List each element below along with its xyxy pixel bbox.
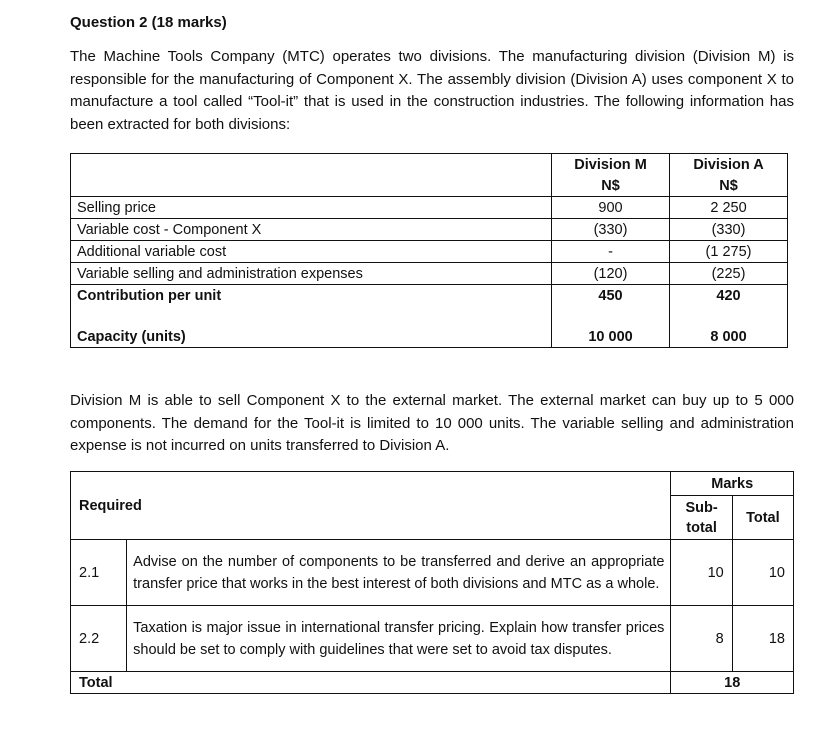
table-row [71,540,794,606]
row-label: Variable selling and administration expenses [71,263,552,285]
subtotal-header: Sub-total [671,496,732,540]
intro-paragraph: The Machine Tools Company (MTC) operates two divisions. The manufacturing division (Division M) is responsible for the manufacturing of Component X. The assembly division (Division A) uses component X to manufacture a tool called “Tool-it” that is used in the construction industries. The following information has been extracted for both divisions: [70,48,794,133]
subtotal-value: 8 [671,606,732,672]
currency-division-m: N$ [552,175,670,197]
total-value: 10 [732,540,793,606]
row-label: Selling price [71,197,552,219]
spacer-cell [670,306,788,326]
table-header-blank [71,175,552,197]
table-row [71,241,788,263]
row-label: Capacity (units) [71,326,552,348]
question-text: Taxation is major issue in international transfer pricing. Explain how transfer prices should be set to comply with guidelines that were set to avoid tax disputes. [127,606,671,672]
row-label: Variable cost - Component X [71,219,552,241]
row-label: Additional variable cost [71,241,552,263]
row-label: Contribution per unit [71,285,552,307]
table-row [71,326,788,348]
total-value: 18 [732,606,793,672]
value-a: (1 275) [670,241,788,263]
value-a: (225) [670,263,788,285]
footer-total-value: 18 [671,672,794,694]
value-a: 2 250 [670,197,788,219]
question-text: Advise on the number of components to be transferred and derive an appropriate transfer price that works in the best interest of both divisions and MTC as a whole. [127,540,671,606]
question-title: Question 2 (18 marks) [70,14,227,31]
value-m: 900 [552,197,670,219]
table-header-blank [71,154,552,176]
subtotal-value: 10 [671,540,732,606]
value-m: 450 [552,285,670,307]
value-m: - [552,241,670,263]
table-row [71,285,788,307]
value-m: (120) [552,263,670,285]
spacer-cell [71,306,552,326]
question-number: 2.1 [71,540,127,606]
spacer-cell [552,306,670,326]
value-a: 8 000 [670,326,788,348]
table-row [71,219,788,241]
value-m: (330) [552,219,670,241]
required-label: Required [71,472,671,540]
value-m: 10 000 [552,326,670,348]
table-row [71,197,788,219]
required-table [70,471,794,694]
marks-header: Marks [671,472,794,496]
value-a: 420 [670,285,788,307]
middle-paragraph: Division M is able to sell Component X to the external market. The external market can buy up to 5 000 components. The demand for the Tool-it is limited to 10 000 units. The variable selling and administration expense is not incurred on units transferred to Division A. [70,392,794,454]
col-header-division-a: Division A [670,154,788,176]
total-header: Total [732,496,793,540]
col-header-division-m: Division M [552,154,670,176]
division-info-table [70,153,788,348]
table-row [71,263,788,285]
question-number: 2.2 [71,606,127,672]
footer-total-label: Total [71,672,671,694]
value-a: (330) [670,219,788,241]
currency-division-a: N$ [670,175,788,197]
table-row [71,606,794,672]
